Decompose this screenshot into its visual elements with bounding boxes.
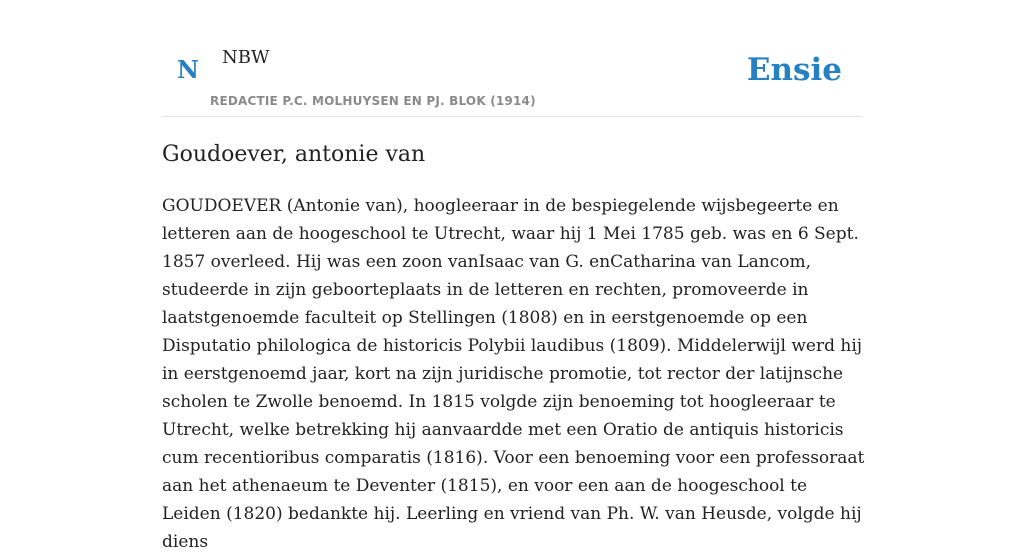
- ensie-logo-link[interactable]: Ensie: [746, 52, 842, 88]
- source-name[interactable]: NBW: [222, 47, 270, 68]
- source-header: [162, 0, 862, 117]
- article-body: GOUDOEVER (Antonie van), hoogleeraar in de bespiegelende wijsbegeerte en letteren aan de hoogeschool te Utrecht, waar hij 1 Mei 1785 geb. was en 6 Sept. 1857 overleed. Hij was een zoon vanIsaac van G. enCatharina van Lancom, studeerde in zijn geboorteplaats in de letteren en rechten, promoveerde in laatstgenoemde faculteit op Stellingen (1808) en in eerstgenoemde op een Disputatio philologica de historicis Polybii laudibus (1809). Middelerwijl werd hij in eerstgenoemd jaar, kort na zijn juridische promotie, tot rector der latijnsche scholen te Zwolle benoemd. In 1815 volgde zijn benoeming tot hoogleeraar te Utrecht, welke betrekking hij aanvaardde met een Oratio de antiquis historicis cum recentioribus comparatis (1816). Voor een benoeming voor een professoraat aan het athenaeum te Deventer (1815), en voor een aan de hoogeschool te Leiden (1820) bedankte hij. Leerling en vriend van Ph. W. van Heusde, volgde hij diens: [162, 196, 865, 552]
- source-logo[interactable]: N: [177, 55, 199, 84]
- article-title: Goudoever, antonie van: [162, 142, 426, 167]
- source-editors: REDACTIE P.C. MOLHUYSEN EN PJ. BLOK (1914): [210, 94, 536, 108]
